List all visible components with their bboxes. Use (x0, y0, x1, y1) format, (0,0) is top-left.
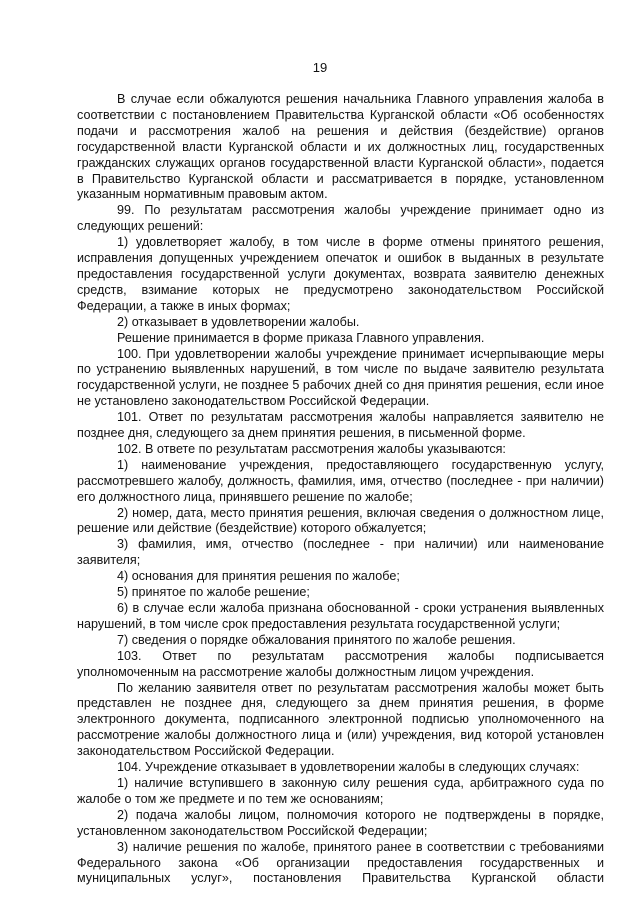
paragraph-99: 99. По результатам рассмотрения жалобы учреждение принимает одно из следующих решений: (77, 203, 604, 234)
document-body (77, 92, 604, 887)
paragraph-102: 102. В ответе по результатам рассмотрения жалобы указываются: (117, 441, 506, 456)
paragraph-103: 103. Ответ по результатам рассмотрения жалобы подписывается уполномоченным на рассмотрение жалобы должностным лицом учреждения. (77, 648, 604, 679)
paragraph-102-item-1: 1) наименование учреждения, предоставляющего государственную услугу, рассмотревшего жалобу, должность, фамилия, имя, отчество (последнее - при наличии) его должностного лица, принявшего решение по жалобе; (77, 457, 604, 504)
paragraph-102-item-7: 7) сведения о порядке обжалования принятого по жалобе решения. (117, 632, 516, 647)
paragraph-104-item-1: 1) наличие вступившего в законную силу решения суда, арбитражного суда по жалобе о том же предмете и по тем же основаниям; (77, 775, 604, 806)
paragraph-104-item-3: 3) наличие решения по жалобе, принятого ранее в соответствии с требованиями Федерального закона «Об организации предоставления государственных и муниципальных услуг», постановления Правительства Курганской области (77, 839, 604, 886)
paragraph-appeal-head: В случае если обжалуются решения начальника Главного управления жалоба в соответствии с постановлением Правительства Курганской области «Об особенностях подачи и рассмотрения жалоб на решения и действия (бездействие) органов государственной власти Курганской области и их должностных лиц, государственных гражданских служащих органов государственной власти Курганской области», подается в Правительство Курганской области и рассматривается в порядке, установленном указанным нормативным правовым актом. (77, 92, 604, 202)
paragraph-104-item-2: 2) подача жалобы лицом, полномочия которого не подтверждены в порядке, установленном законодательством Российской Федерации; (77, 807, 604, 838)
paragraph-99-item-2: 2) отказывает в удовлетворении жалобы. (117, 314, 360, 329)
paragraph-decision-form: Решение принимается в форме приказа Главного управления. (117, 330, 485, 345)
paragraph-102-item-5: 5) принятое по жалобе решение; (117, 585, 310, 600)
paragraph-101: 101. Ответ по результатам рассмотрения жалобы направляется заявителю не позднее дня, следующего за днем принятия решения, в письменной форме. (77, 410, 604, 441)
paragraph-102-item-6: 6) в случае если жалоба признана обоснованной - сроки устранения выявленных нарушений, в том числе срок предоставления результата государственной услуги; (77, 601, 604, 631)
paragraph-104: 104. Учреждение отказывает в удовлетворении жалобы в следующих случаях: (117, 760, 580, 775)
paragraph-100: 100. При удовлетворении жалобы учреждение принимает исчерпывающие меры по устранению выявленных нарушений, в том числе по выдаче заявителю результата государственной услуги, не позднее 5 рабочих дней со дня принятия решения, если иное не установлено законодательством Российской Федерации. (77, 346, 604, 409)
paragraph-99-item-1: 1) удовлетворяет жалобу, в том числе в форме отмены принятого решения, исправления допущенных учреждением опечаток и ошибок в выданных в результате предоставления государственной услуги документах, возврата заявителю денежных средств, взимание которых не предусмотрено законодательством Российской Федерации, а также в иных формах; (77, 235, 604, 313)
page-number: 19 (312, 60, 328, 75)
paragraph-102-item-4: 4) основания для принятия решения по жалобе; (117, 569, 400, 584)
paragraph-electronic-answer: По желанию заявителя ответ по результатам рассмотрения жалобы может быть представлен не позднее дня, следующего за днем принятия решения, в форме электронного документа, подписанного электронной подписью уполномоченного на рассмотрение жалобы должностного лица и (или) учреждения, вид которой установлен законодательством Российской Федерации. (77, 680, 604, 759)
paragraph-102-item-3: 3) фамилия, имя, отчество (последнее - при наличии) или наименование заявителя; (77, 537, 604, 568)
paragraph-102-item-2: 2) номер, дата, место принятия решения, включая сведения о должностном лице, решение или действие (бездействие) которого обжалуется; (77, 505, 604, 536)
